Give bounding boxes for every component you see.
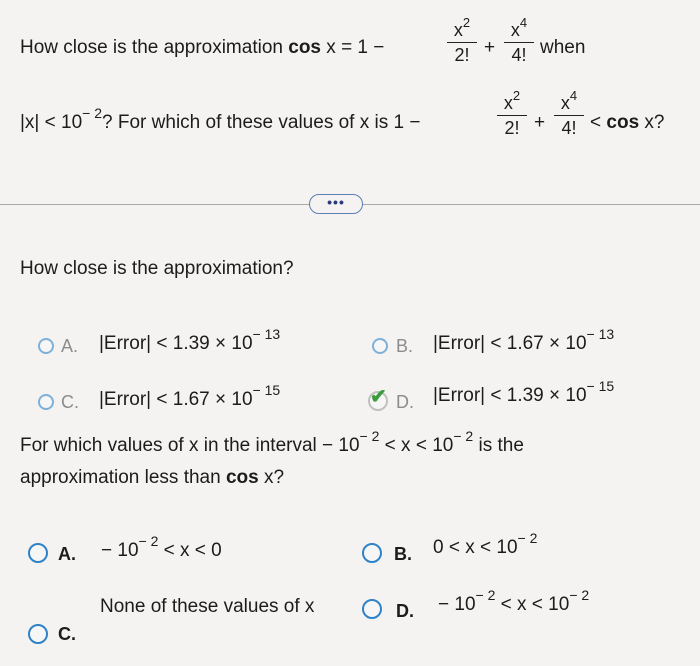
part1-option-a-text[interactable] [99,325,281,355]
part2-l1-b: < x < 10 [379,435,454,456]
part1-b-exp: − 13 [586,325,615,342]
part2-option-c-letter: C. [58,624,76,644]
question-line-1 [20,37,384,59]
p2b-exp: − 2 [517,529,538,546]
part1-a-exp: − 13 [252,325,281,342]
question-prefix: How close is the approximation [20,37,283,58]
fraction-x4-over-4 [504,15,534,66]
part2-option-d-letter: D. [396,601,414,621]
part1-c-main: |Error| < 1.67 × 10 [99,389,253,410]
correct-check-icon: ✔ [370,386,387,408]
part1-option-b-letter: B. [396,336,414,356]
part2-l1-exp1: − 2 [359,427,380,444]
fraction-x2-over-2-second [497,88,527,139]
part2-l1-a: For which values of x in the interval − 10 [20,435,360,456]
part2-l2-a: approximation less than [20,467,226,488]
part2-question-line2 [20,467,284,489]
frac3-exp: 2 [512,88,521,103]
part2-option-d-text[interactable] [438,586,590,616]
part1-option-c-text[interactable] [99,381,281,411]
frac1-exp: 2 [462,15,471,30]
frac1-num: x [453,20,463,40]
question-line2-text: ? For which of these values of x is 1 − [102,112,421,133]
frac4-num: x [560,93,570,113]
part1-b-main: |Error| < 1.67 × 10 [433,333,587,354]
x-question: x? [644,112,665,133]
part2-option-b-letter: B. [394,544,412,564]
frac3-den: 2! [504,118,520,138]
part1-option-b-text[interactable] [433,325,615,355]
part1-option-c-radio[interactable] [38,394,54,410]
part1-option-d-letter: D. [396,392,414,412]
question-line-2 [20,104,421,134]
frac2-num: x [510,20,520,40]
frac2-den: 4! [511,45,527,65]
p2b-pre: 0 < x < 10 [433,537,518,558]
p2a-exp: − 2 [138,532,159,549]
part2-question-line1 [20,427,524,457]
question-line-2-end [590,112,665,134]
part1-option-a-letter: A. [61,336,79,356]
part1-a-main: |Error| < 1.39 × 10 [99,333,253,354]
part2-option-b-text[interactable] [433,529,538,559]
when-text: when [540,37,586,58]
part2-option-d-radio[interactable] [362,599,382,619]
p2d-exp2: − 2 [569,586,590,603]
plus-sign-2: + [534,112,546,133]
frac3-num: x [503,93,513,113]
part2-option-c-radio[interactable] [28,624,48,644]
p2d-exp: − 2 [475,586,496,603]
fraction-x4-over-4-second [554,88,584,139]
part2-option-c-text[interactable]: None of these values of x [100,596,315,617]
frac1-den: 2! [454,45,470,65]
part1-c-exp: − 15 [252,381,281,398]
part2-option-a-letter: A. [58,544,76,564]
part2-l2-cos: cos [225,467,259,488]
frac4-exp: 4 [569,88,578,103]
fraction-x2-over-2 [447,15,477,66]
part1-option-d-text[interactable] [433,377,615,407]
p2d-mid: < x < 10 [495,594,570,615]
part1-option-a-radio[interactable] [38,338,54,354]
part1-title: How close is the approximation? [20,258,294,279]
more-button[interactable]: ••• [309,194,363,214]
p2d-pre: − 10 [438,594,476,615]
less-than: < [590,112,602,133]
cos-label: cos [288,37,321,58]
part2-option-a-radio[interactable] [28,543,48,563]
frac2-exp: 4 [519,15,528,30]
x-var: x [326,37,336,58]
plus-sign: + [484,37,496,58]
part2-l1-exp2: − 2 [453,427,474,444]
part1-d-exp: − 15 [586,377,615,394]
part1-option-b-radio[interactable] [372,338,388,354]
part2-option-a-text[interactable] [101,532,222,562]
part2-option-b-radio[interactable] [362,543,382,563]
part1-option-c-letter: C. [61,392,79,412]
part2-l2-b: x? [258,467,285,488]
abs-x-lt: |x| < 10 [20,112,83,133]
p2a-pre: − 10 [101,540,139,561]
part1-d-main: |Error| < 1.39 × 10 [433,385,587,406]
equals-one-minus: = 1 − [341,37,385,58]
part2-l1-c: is the [473,435,524,456]
frac4-den: 4! [561,118,577,138]
cos-label-2: cos [606,112,640,133]
p2a-post: < x < 0 [158,540,222,561]
abs-exp: − 2 [82,104,103,121]
